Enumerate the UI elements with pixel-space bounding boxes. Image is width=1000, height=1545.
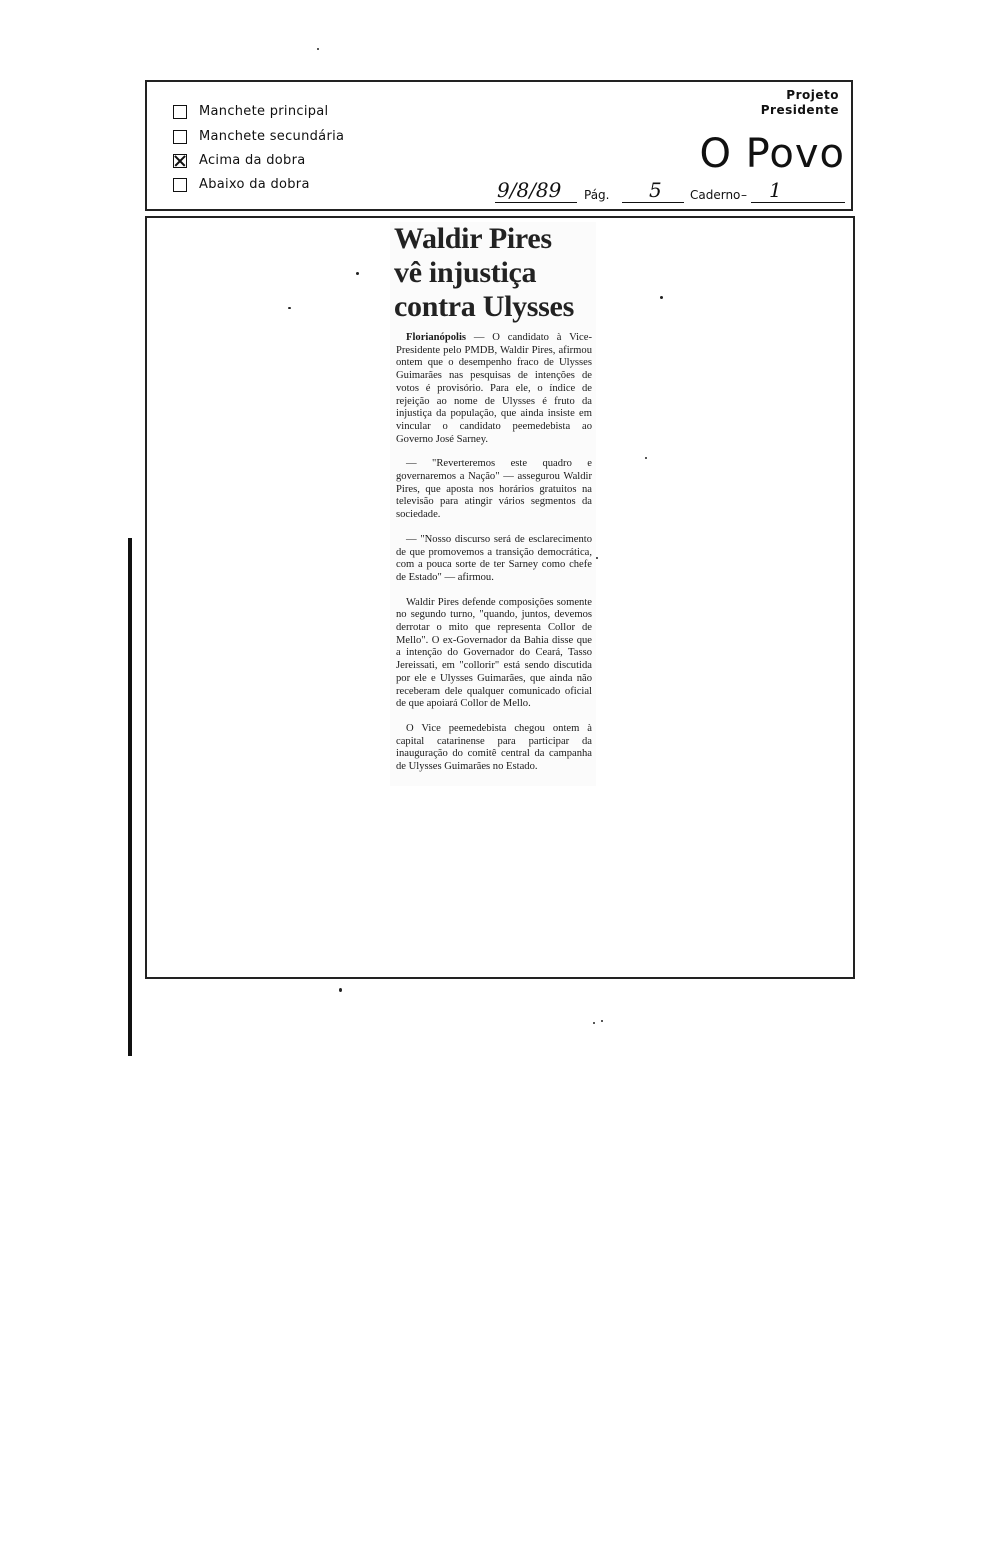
scan-speck	[288, 307, 291, 309]
checkbox-acima-da-dobra[interactable]	[173, 154, 187, 168]
headline-line-2: vê injustiça	[394, 256, 537, 289]
scan-speck	[645, 457, 647, 459]
section-underline	[751, 202, 845, 203]
checkbox-row-manchete-secundaria[interactable]	[173, 129, 344, 144]
article-paragraph: Waldir Pires defende composições somente no segundo turno, "quando, juntos, devemos derrotar o mito que representa Collor de Mello". O ex-Governador da Bahia disse que a intenção do Governador do Ceará, Tasso Jereissati, em "collorir" está sendo discutida por ele e Ulysses Guimarães, que ainda não receberam dele qualquer comunicado oficial de que apoiará Collor de Mello.	[396, 596, 592, 710]
section-dash: –	[741, 188, 747, 202]
checkbox-manchete-principal[interactable]	[173, 105, 187, 119]
page-underline	[622, 202, 684, 203]
article-paragraph: — "Nosso discurso será de esclarecimento de que promovemos a transição democrática, com a pouca sorte de ter Sarney como chefe de Estado" — afirmou.	[396, 533, 592, 583]
checkbox-label: Acima da dobra	[199, 153, 306, 168]
checkbox-label: Manchete principal	[199, 104, 329, 119]
clipping-header-box	[145, 80, 853, 211]
checkbox-label: Manchete secundária	[199, 129, 345, 144]
scan-edge-rule	[128, 538, 132, 1056]
scan-speck	[317, 48, 319, 50]
checkbox-abaixo-da-dobra[interactable]	[173, 178, 187, 192]
date-value: 9/8/89	[497, 178, 562, 202]
article-dateline: Florianópolis	[406, 332, 467, 343]
article-paragraph: O Vice peemedebista chegou ontem à capital catarinense para participar da inauguração do comitê central da campanha de Ulysses Guimarães no Estado.	[396, 722, 592, 773]
checkbox-row-manchete-principal[interactable]	[173, 104, 328, 119]
article-paragraph	[396, 332, 592, 446]
paragraph-text: — O candidato à Vice-Presidente pelo PMDB, Waldir Pires, afirmou ontem que o desempenho fraco de Ulysses Guimarães nas pesquisas de intenções de votos é provisório. Para ele, o índice de rejeição ao nome de Ulysses é fruto da injustiça da população, que ainda insiste em vincular o candidato peemedebista ao Governo José Sarney.	[396, 332, 592, 445]
section-value: 1	[769, 178, 782, 202]
scan-speck	[339, 988, 342, 992]
checkbox-manchete-secundaria[interactable]	[173, 130, 187, 144]
headline-line-3: contra Ulysses	[394, 290, 574, 323]
scan-speck	[356, 272, 359, 275]
article-paragraph: — "Reverteremos este quadro e governaremos a Nação" — assegurou Waldir Pires, que aposta nos horários gratuitos na televisão para atingir vários segmentos da sociedade.	[396, 458, 592, 521]
headline-line-1: Waldir Pires	[394, 222, 552, 255]
scan-speck	[596, 557, 598, 559]
section-label: Caderno	[690, 188, 741, 202]
news-article	[390, 222, 596, 786]
article-headline	[394, 222, 596, 324]
checkbox-row-abaixo-da-dobra[interactable]	[173, 177, 310, 192]
project-line-1: Projeto	[786, 88, 839, 102]
project-label	[761, 88, 839, 118]
page-value: 5	[649, 178, 662, 202]
project-line-2: Presidente	[760, 103, 839, 117]
scan-speck	[660, 296, 663, 299]
checkbox-row-acima-da-dobra[interactable]	[173, 153, 306, 168]
page-label: Pág.	[584, 188, 610, 202]
checkbox-label: Abaixo da dobra	[199, 177, 310, 192]
date-underline	[495, 202, 577, 203]
article-body	[390, 332, 596, 774]
scan-speck	[601, 1020, 603, 1022]
scan-speck	[593, 1022, 595, 1024]
newspaper-name: O Povo	[699, 131, 845, 177]
